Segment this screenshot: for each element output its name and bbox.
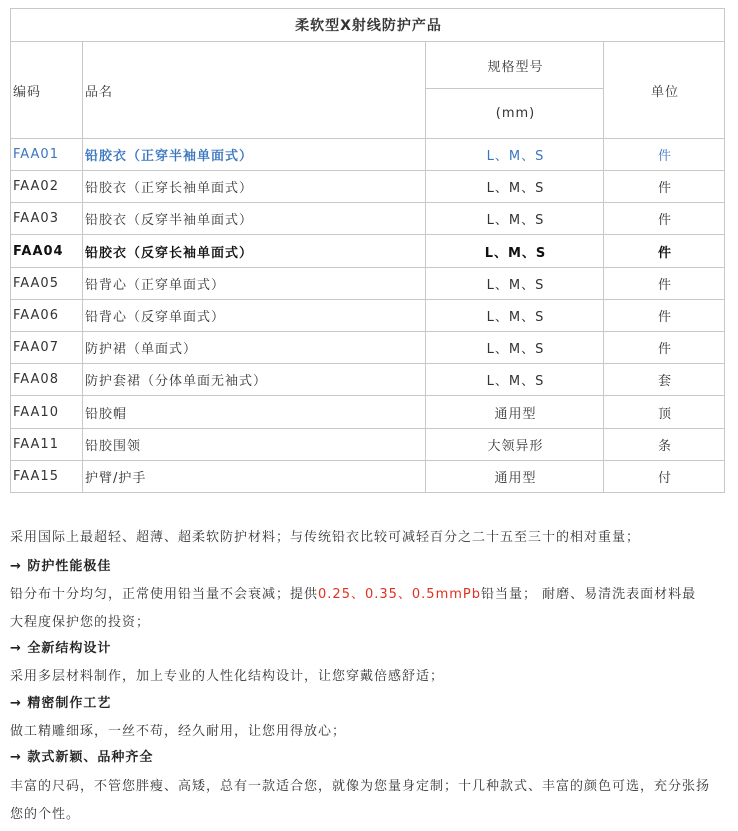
header-unit: 单位 [604, 42, 725, 139]
paragraph-structure: 采用多层材料制作，加上专业的人性化结构设计，让您穿戴倍感舒适； [10, 669, 445, 684]
table-row [11, 364, 725, 396]
row-spec: 大领异形 [426, 429, 604, 461]
row-code: FAA05 [11, 268, 83, 300]
lead-equivalent-values: 0.25、0.35、0.5mmPb [318, 587, 481, 602]
row-name: 铅胶帽 [83, 396, 426, 429]
row-code: FAA15 [11, 461, 83, 493]
row-code: FAA04 [11, 235, 83, 268]
table-row [11, 235, 725, 268]
header-spec-unit: (mm) [426, 89, 604, 139]
row-unit: 件 [604, 203, 725, 235]
row-unit: 套 [604, 364, 725, 396]
table-row [11, 203, 725, 235]
table-row [11, 461, 725, 493]
row-code: FAA03 [11, 203, 83, 235]
section-heading-styles: → 款式新颖、品种齐全 [10, 750, 154, 765]
row-name[interactable]: 铅胶衣（正穿半袖单面式） [83, 139, 426, 171]
table-row [11, 332, 725, 364]
table-row [11, 268, 725, 300]
row-unit: 件 [604, 332, 725, 364]
row-unit: 件 [604, 300, 725, 332]
paragraph-craft: 做工精雕细琢，一丝不苟，经久耐用，让您用得放心； [10, 724, 347, 739]
row-code: FAA02 [11, 171, 83, 203]
table-row [11, 396, 725, 429]
row-name: 铅胶衣（反穿长袖单面式） [83, 235, 426, 268]
row-spec: L、M、S [426, 268, 604, 300]
table-row [11, 429, 725, 461]
section-heading-structure: → 全新结构设计 [10, 641, 112, 656]
section-heading-protection: → 防护性能极佳 [10, 559, 112, 574]
row-spec: L、M、S [426, 203, 604, 235]
paragraph-styles: 丰富的尺码，不管您胖瘦、高矮，总有一款适合您，就像为您量身定制；十几种款式、丰富的颜色可选，充分张扬您的个性。 [10, 779, 711, 822]
row-unit: 条 [604, 429, 725, 461]
row-code: FAA10 [11, 396, 83, 429]
row-spec: 通用型 [426, 461, 604, 493]
row-name: 铅胶衣（反穿半袖单面式） [83, 203, 426, 235]
paragraph-protection-b: 铅当量； 耐磨、易清洗表面材料最大程度保护您的投资； [10, 587, 697, 630]
row-code: FAA07 [11, 332, 83, 364]
row-name: 铅背心（正穿单面式） [83, 268, 426, 300]
header-spec: 规格型号 [426, 42, 604, 89]
row-name: 护臂/护手 [83, 461, 426, 493]
section-heading-craft: → 精密制作工艺 [10, 696, 112, 711]
row-unit: 件 [604, 268, 725, 300]
row-code: FAA11 [11, 429, 83, 461]
product-table [10, 8, 725, 493]
row-spec: L、M、S [426, 332, 604, 364]
row-spec: L、M、S [426, 235, 604, 268]
row-unit: 件 [604, 235, 725, 268]
table-title: 柔软型X射线防护产品 [11, 9, 725, 42]
row-name: 防护裙（单面式） [83, 332, 426, 364]
row-spec: 通用型 [426, 396, 604, 429]
row-unit: 顶 [604, 396, 725, 429]
row-name: 防护套裙（分体单面无袖式） [83, 364, 426, 396]
row-name: 铅胶衣（正穿长袖单面式） [83, 171, 426, 203]
row-spec: L、M、S [426, 139, 604, 171]
row-spec: L、M、S [426, 171, 604, 203]
intro-paragraph: 采用国际上最超轻、超薄、超柔软防护材料；与传统铅衣比较可减轻百分之二十五至三十的相对重量； [10, 530, 641, 545]
table-row [11, 300, 725, 332]
row-spec: L、M、S [426, 300, 604, 332]
header-code: 编码 [11, 42, 83, 139]
row-name: 铅胶围领 [83, 429, 426, 461]
row-unit: 件 [604, 139, 725, 171]
header-name: 品名 [83, 42, 426, 139]
row-code: FAA01 [11, 139, 83, 171]
paragraph-protection [10, 581, 710, 637]
paragraph-protection-a: 铅分布十分均匀，正常使用铅当量不会衰减；提供 [10, 587, 319, 602]
row-code: FAA06 [11, 300, 83, 332]
row-code: FAA08 [11, 364, 83, 396]
row-unit: 付 [604, 461, 725, 493]
row-unit: 件 [604, 171, 725, 203]
row-spec: L、M、S [426, 364, 604, 396]
table-row [11, 139, 725, 171]
table-row [11, 171, 725, 203]
row-name: 铅背心（反穿单面式） [83, 300, 426, 332]
